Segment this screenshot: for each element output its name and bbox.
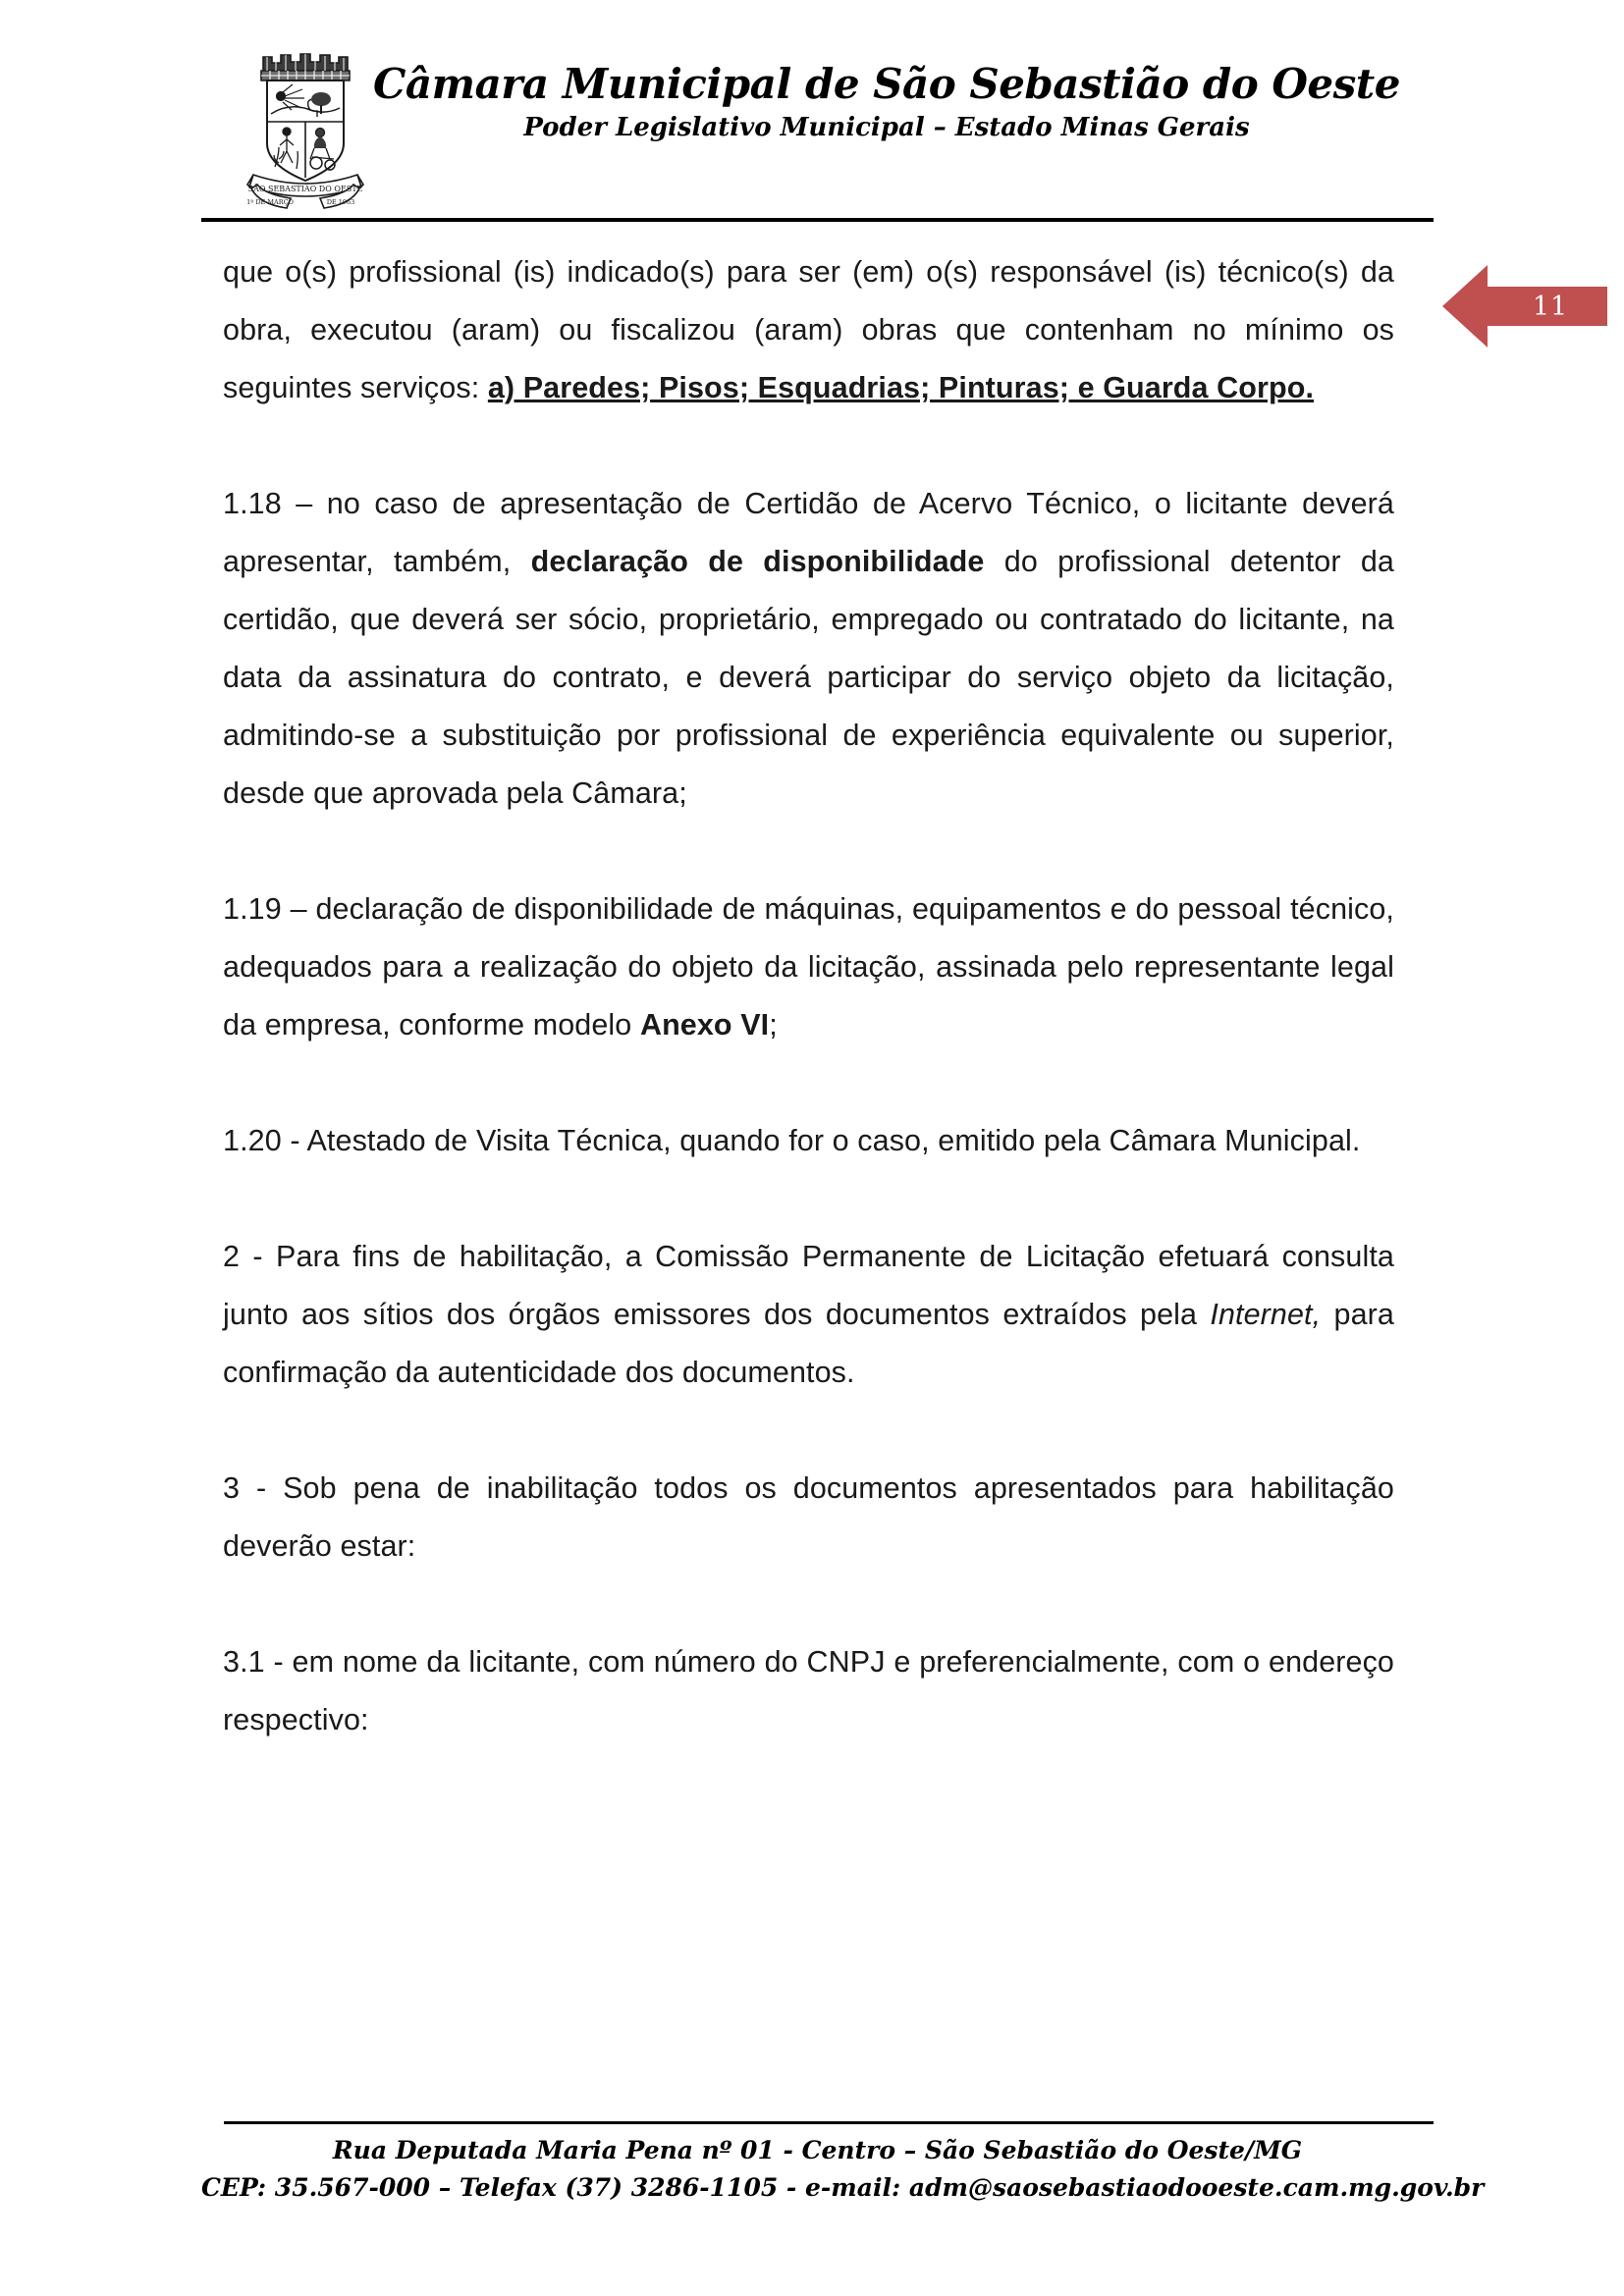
left-arrow-icon [1442,263,1607,349]
run-text: 3 - Sob pena de inabilitação todos os documentos apresentados para habilitação deverão estar: [223,1471,1394,1563]
run-text: 1.20 - Atestado de Visita Técnica, quando for o caso, emitido pela Câmara Municipal. [223,1124,1361,1157]
paragraph-3 [223,1460,1394,1575]
footer-contact-line: CEP: 35.567-000 – Telefax (37) 3286-1105 - e-mail: adm@saosebastiaodooeste.cam.mg.gov.br [201,2173,1485,2202]
run-text: ; [769,1008,778,1041]
run-text: 1.19 – declaração de disponibilidade de máquinas, equipamentos e do pessoal técnico, adequados para a realização do objeto da licitação, assinada pelo representante legal da empresa, conforme modelo [223,892,1394,1041]
organization-subtitle: Poder Legislativo Municipal – Estado Minas Gerais [523,113,1250,143]
run-text-italic: Internet, [1210,1298,1322,1331]
run-text-bold-underline: a) Paredes; Pisos; Esquadrias; Pinturas; e Guarda Corpo. [487,371,1315,404]
paragraph-1-20 [223,1112,1394,1170]
run-text: para confirmação da autenticidade dos documentos. [223,1298,1394,1389]
run-text: 2 - Para fins de habilitação, a Comissão Permanente de Licitação efetuará consulta junto aos sítios dos órgãos emissores dos documentos extraídos pela [223,1240,1394,1331]
run-text: que o(s) profissional (is) indicado(s) para ser (em) o(s) responsável (is) técnico(s) da obra, executou (aram) ou fiscalizou (aram) obras que contenham no mínimo os seguintes serviços: [223,255,1394,404]
paragraph-2 [223,1228,1394,1402]
run-text: do profissional detentor da certidão, que deverá ser sócio, proprietário, empregado ou contratado do licitante, na data da assinatura do contrato, e deverá participar do serviço objeto da licitação, admitindo-se a substituição por profissional de experiência equivalente ou superior, desde que aprovada pela Câmara; [223,545,1394,810]
run-text: 3.1 - em nome da licitante, com número do CNPJ e preferencialmente, com o endereço respectivo: [223,1645,1394,1736]
run-text: 1.18 – no caso de apresentação de Certidão de Acervo Técnico, o licitante deverá apresentar, também, [223,487,1394,578]
organization-title: Câmara Municipal de São Sebastião do Oeste [373,60,1400,108]
run-text-bold: declaração de disponibilidade [530,545,985,578]
run-text-bold: Anexo VI [639,1008,770,1041]
crest-ribbon-top-text: SÃO SEBASTIÃO DO OESTE [247,185,363,193]
coat-of-arms-icon [245,37,373,209]
page-number-callout-arrow [1442,263,1607,349]
footer-address-line: Rua Deputada Maria Pena nº 01 - Centro – São Sebastião do Oeste/MG [332,2136,1303,2164]
paragraph-1-18 [223,475,1394,823]
header-divider [201,218,1434,222]
paragraph-3-1 [223,1633,1394,1749]
paragraph-continuation [223,243,1394,417]
crest-ribbon-left-text: 1º DE MARÇO [246,198,294,206]
footer-divider [224,2121,1434,2124]
document-footer [201,2132,1485,2207]
document-body [223,243,1394,1749]
callout-page-number: 11 [1532,291,1569,322]
paragraph-1-19 [223,881,1394,1054]
crest-ribbon-right-text: DE 1963 [326,198,355,206]
document-header [201,37,1434,214]
header-title-block [373,37,1459,143]
